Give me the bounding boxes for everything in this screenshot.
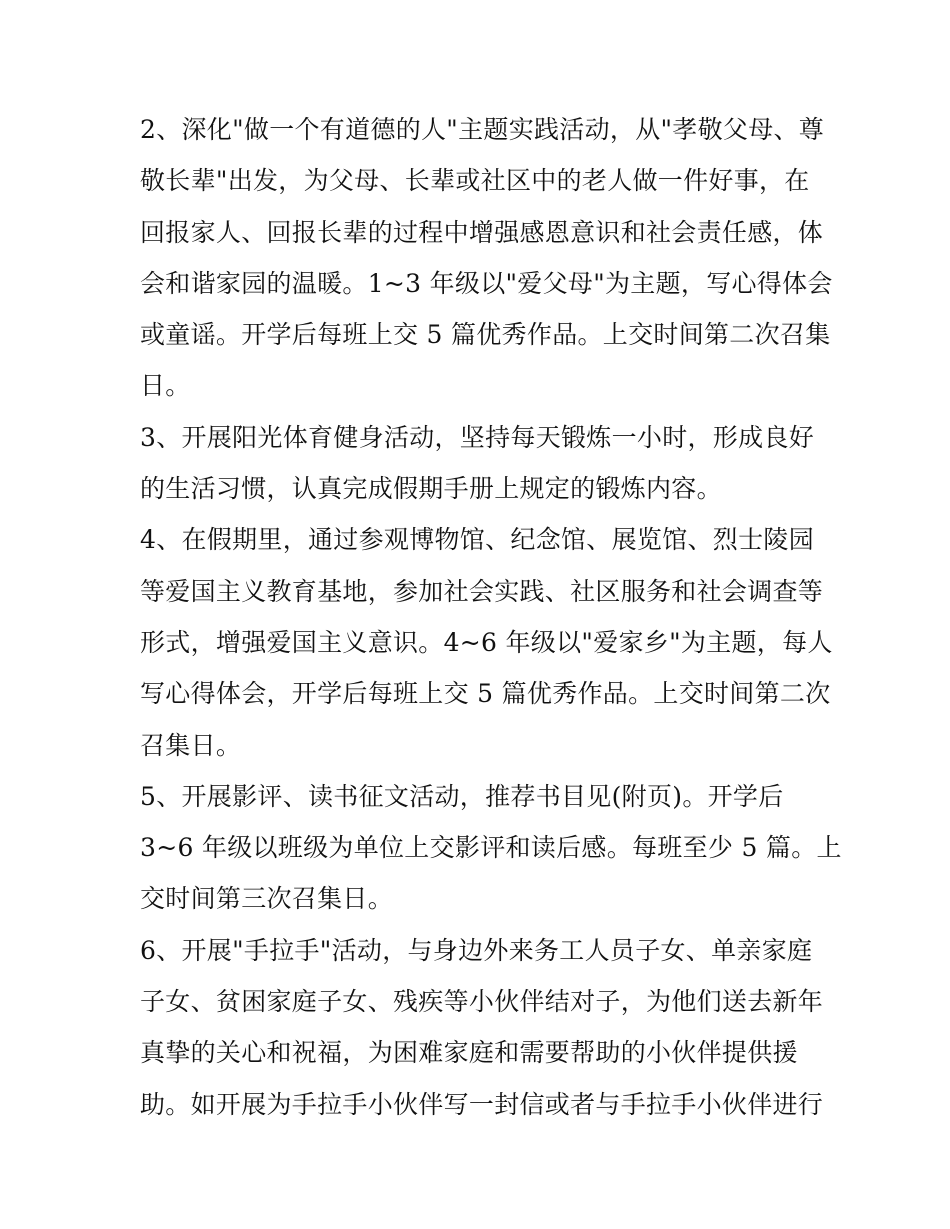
text-line: 召集日。 xyxy=(140,730,242,760)
text-line: 或童谣。开学后每班上交 5 篇优秀作品。上交时间第二次召集 xyxy=(140,320,831,350)
text-line: 回报家人、回报长辈的过程中增强感恩意识和社会责任感，体 xyxy=(140,217,824,247)
text-line: 2、深化"做一个有道德的人"主题实践活动，从"孝敬父母、尊 xyxy=(140,115,825,144)
text-line: 助。如开展为手拉手小伙伴写一封信或者与手拉手小伙伴进行 xyxy=(140,1089,824,1119)
text-line: 3~6 年级以班级为单位上交影评和读后感。每班至少 5 篇。上 xyxy=(140,833,842,863)
text-line: 4、在假期里，通过参观博物馆、纪念馆、展览馆、烈士陵园 xyxy=(140,525,815,555)
text-line: 子女、贫困家庭子女、残疾等小伙伴结对子，为他们送去新年 xyxy=(140,987,824,1017)
text-line: 交时间第三次召集日。 xyxy=(140,884,394,914)
text-line: 的生活习惯，认真完成假期手册上规定的锻炼内容。 xyxy=(140,474,722,504)
text-line: 敬长辈"出发，为父母、长辈或社区中的老人做一件好事，在 xyxy=(140,166,810,196)
text-line: 6、开展"手拉手"活动，与身边外来务工人员子女、单亲家庭 xyxy=(140,935,813,965)
text-line: 日。 xyxy=(140,371,191,401)
text-line: 3、开展阳光体育健身活动，坚持每天锻炼一小时，形成良好 xyxy=(140,422,815,452)
text-line: 等爱国主义教育基地，参加社会实践、社区服务和社会调查等 xyxy=(140,576,824,606)
text-line: 形式，增强爱国主义意识。4~6 年级以"爱家乡"为主题，每人 xyxy=(140,627,833,657)
document-body xyxy=(140,104,842,1130)
text-line: 会和谐家园的温暖。1~3 年级以"爱父母"为主题，写心得体会 xyxy=(140,268,833,298)
text-line: 5、开展影评、读书征文活动，推荐书目见(附页)。开学后 xyxy=(140,781,784,811)
text-line: 写心得体会，开学后每班上交 5 篇优秀作品。上交时间第二次 xyxy=(140,679,831,709)
text-line: 真挚的关心和祝福，为困难家庭和需要帮助的小伙伴提供援 xyxy=(140,1038,798,1068)
